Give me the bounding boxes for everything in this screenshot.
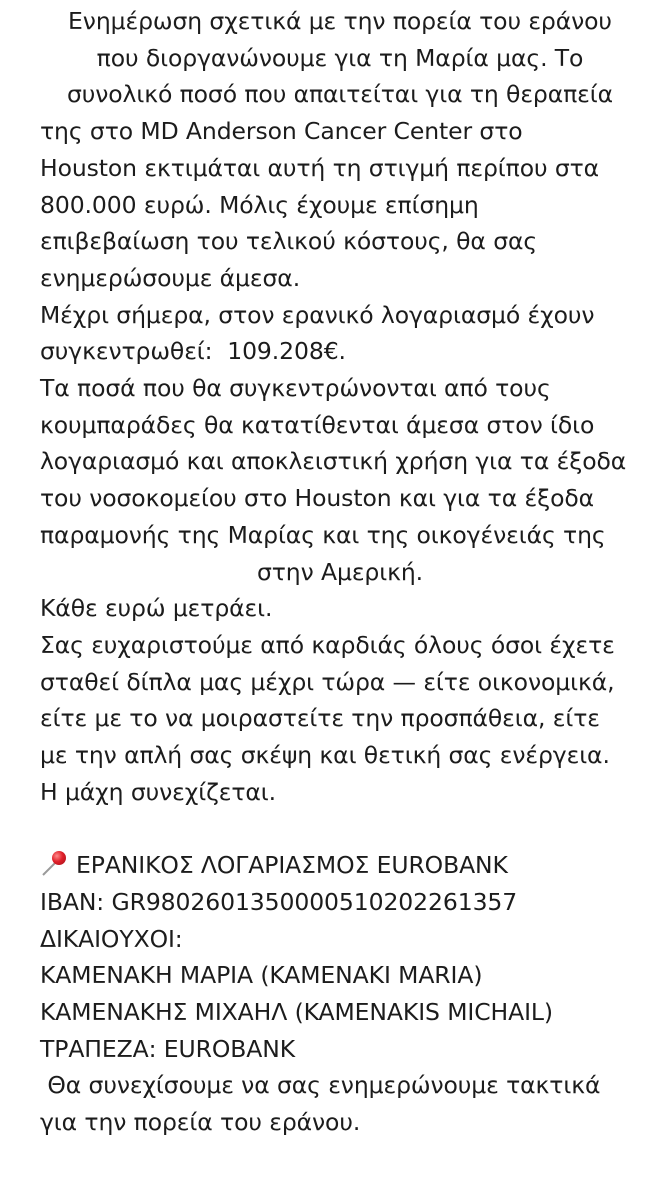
text-line: είτε με το να μοιραστείτε την προσπάθεια, είτε — [40, 704, 600, 733]
text-line: στην Αμερική. — [256, 557, 424, 586]
text-line: παραμονής της Μαρίας και της οικογένειάς της — [40, 520, 606, 549]
text-line: Μέχρι σήμερα, στον ερανικό λογαριασμό έχουν — [40, 300, 595, 329]
text-line: λογαριασμό και αποκλειστική χρήση για τα έξοδα — [40, 447, 627, 476]
blank-line — [40, 810, 670, 847]
text-line: συνολικό ποσό που απαιτείται για τη θεραπεία — [66, 80, 614, 109]
beneficiary-1: ΚΑΜΕΝΑΚΗ ΜΑΡΙΑ (KAMENAKI MARIA) — [40, 961, 483, 990]
text-line: Ενημέρωση σχετικά με την πορεία του εράνου — [68, 7, 612, 35]
account-title: ΕΡΑΝΙΚΟΣ ΛΟΓΑΡΙΑΣΜΟΣ EUROBANK — [76, 851, 508, 880]
text-line: 800.000 ευρώ. Μόλις έχουμε επίσημη — [40, 190, 479, 219]
text-line: σταθεί δίπλα μας μέχρι τώρα — είτε οικονομικά, — [40, 667, 615, 696]
text-line: για την πορεία του εράνου. — [40, 1108, 361, 1137]
raised-amount-paragraph — [40, 297, 670, 370]
every-euro-paragraph — [40, 590, 670, 627]
iban: IBAN: GR9802601350000510202261357 — [40, 887, 518, 916]
beneficiaries-label: ΔΙΚΑΙΟΥΧΟΙ: — [40, 924, 183, 953]
bank-account-block — [40, 847, 670, 1067]
beneficiary-2: ΚΑΜΕΝΑΚΗΣ ΜΙΧΑΗΛ (KAMENAKIS MICHAIL) — [40, 997, 553, 1026]
text-line: επιβεβαίωση του τελικού κόστους, θα σας — [40, 227, 538, 256]
text-line: που διοργανώνουμε για τη Μαρία μας. Το — [96, 43, 584, 72]
text-line: Σας ευχαριστούμε από καρδιάς όλους όσοι έχετε — [40, 630, 615, 659]
text-line: Θα συνεχίσουμε να σας ενημερώνουμε τακτικά — [40, 1071, 601, 1100]
text-line: Η μάχη συνεχίζεται. — [40, 777, 277, 806]
text-line: Κάθε ευρώ μετράει. — [40, 594, 273, 623]
text-line: Houston εκτιμάται αυτή τη στιγμή περίπου στα — [40, 153, 600, 182]
text-line: της στο MD Anderson Cancer Center στο — [40, 117, 523, 146]
text-line: κουμπαράδες θα κατατίθενται άμεσα στον ίδιο — [40, 410, 595, 439]
funds-usage-paragraph — [40, 370, 670, 590]
text-line: ενημερώσουμε άμεσα. — [40, 263, 301, 292]
pushpin-icon — [40, 849, 68, 879]
bank-name: ΤΡΑΠΕΖΑ: EUROBANK — [40, 1034, 296, 1063]
thanks-paragraph — [40, 627, 670, 811]
raised-amount: συγκεντρωθεί: 109.208€. — [40, 337, 346, 366]
text-line: με την απλή σας σκέψη και θετική σας ενέργεια. — [40, 741, 610, 770]
text-line: Τα ποσά που θα συγκεντρώνονται από τους — [40, 374, 551, 403]
closing-paragraph — [40, 1067, 670, 1140]
update-paragraph — [40, 0, 670, 297]
account-title-line — [40, 847, 670, 884]
text-line: του νοσοκομείου στο Houston και για τα έξοδα — [40, 484, 595, 513]
